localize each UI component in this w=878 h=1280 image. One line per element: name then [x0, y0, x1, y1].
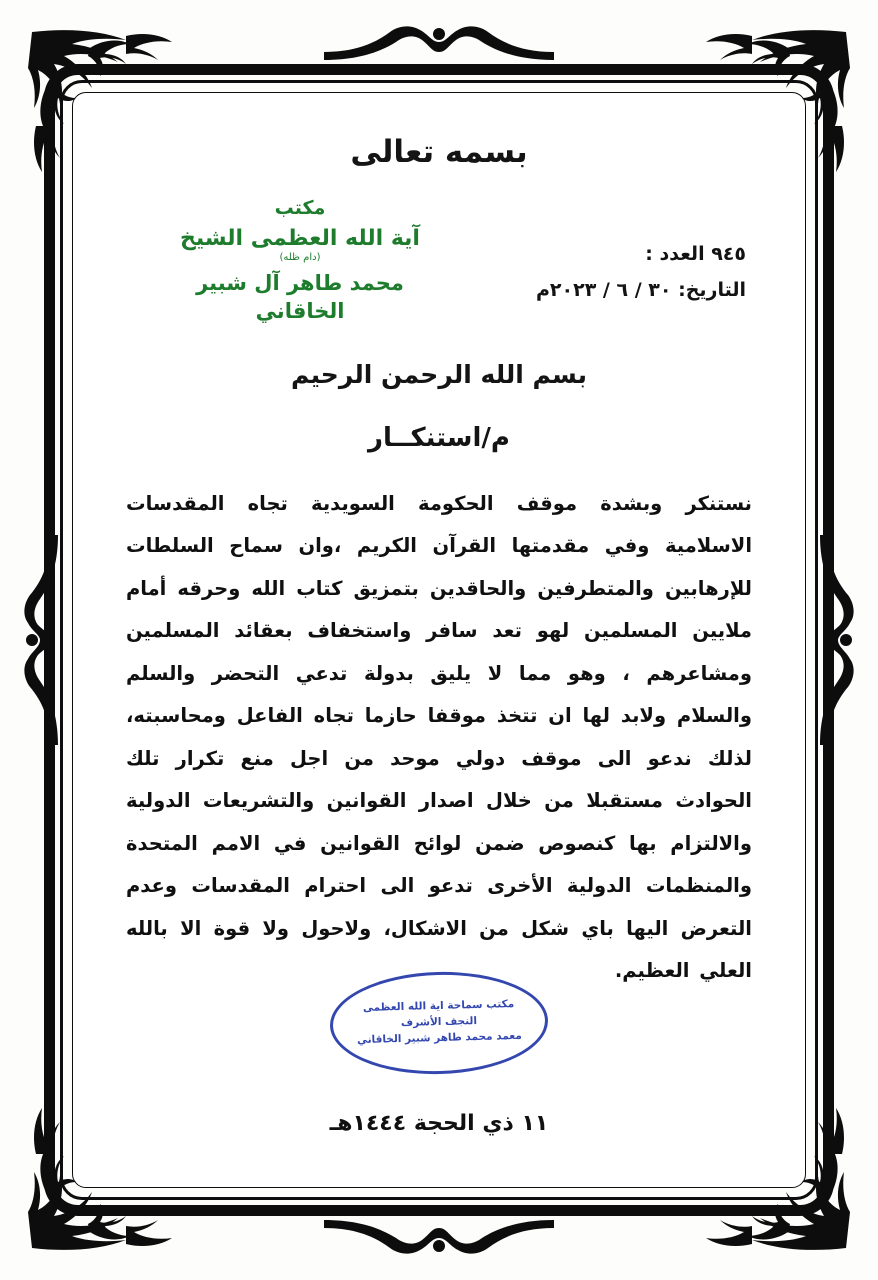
stamp-line-1: مكتب سماحة اية الله العظمى — [362, 998, 515, 1015]
edge-ornament-right-icon — [812, 535, 858, 745]
signature-date: ١١ ذي الحجة ١٤٤٤هـ — [329, 1111, 549, 1136]
letterhead-line-3: محمد طاهر آل شبير الخاقاني — [196, 270, 404, 324]
official-stamp-wrap — [110, 972, 768, 1074]
document-number-label: العدد : — [645, 243, 705, 265]
document-subject: م/استنكــار — [368, 422, 510, 453]
basmala-heading: بسمه تعالى — [350, 134, 528, 170]
document-content — [110, 110, 768, 1170]
document-date-value: ٣٠ / ٦ / ٢٠٢٣م — [535, 279, 672, 302]
document-body: نستنكر وبشدة موقف الحكومة السويدية تجاه المقدسات الاسلامية وفي مقدمتها القرآن الكريم ،وان سماح السلطات للإرهابين والمتطرفين والحاقدين بتمزيق كتاب الله وحرقه أمام ملايين المسلمين لهو تعد سافر واستخفاف بعقائد المسلمين ومشاعرهم ، وهو مما لا يليق بدولة تدعي التحضر والسلم والسلام ولابد لها ان تتخذ موقفا حازما تجاه الفاعل ومحاسبته، لذلك ندعو الى موقف دولي موحد من اجل منع تكرار تلك الحوادث مستقبلا من خلال اصدار القوانين والتشريعات الدولية والالتزام بها كنصوص ضمن لوائح القوانين في الامم المتحدة والمنظمات الدولية الأخرى تدعو الى احترام المقدسات وعدم التعرض اليها باي شكل من الاشكال، ولاحول ولا قوة الا بالله العلي العظيم. — [126, 491, 752, 983]
document-date — [536, 272, 746, 308]
office-letterhead — [150, 196, 450, 326]
letterhead-line-1: مكتب — [274, 197, 326, 219]
edge-ornament-top-icon — [324, 22, 554, 68]
document-number-value: ٩٤٥ — [711, 243, 746, 265]
edge-ornament-bottom-icon — [324, 1212, 554, 1258]
edge-ornament-left-icon — [20, 535, 66, 745]
letterhead-line-2-sub: (دام ظله) — [279, 252, 321, 264]
stamp-line-2: النجف الأشرف — [400, 1015, 478, 1030]
document-date-label: التاريخ: — [678, 279, 746, 302]
document-number — [536, 236, 746, 272]
document-meta — [536, 196, 746, 308]
letterhead-row — [110, 196, 768, 326]
basmala-line: بسم الله الرحمن الرحيم — [291, 359, 587, 389]
official-stamp — [329, 969, 550, 1077]
letterhead-line-2: آية الله العظمى الشيخ — [180, 225, 420, 251]
stamp-line-3: معمد محمد طاهر شبير الخاقاني — [356, 1029, 522, 1047]
